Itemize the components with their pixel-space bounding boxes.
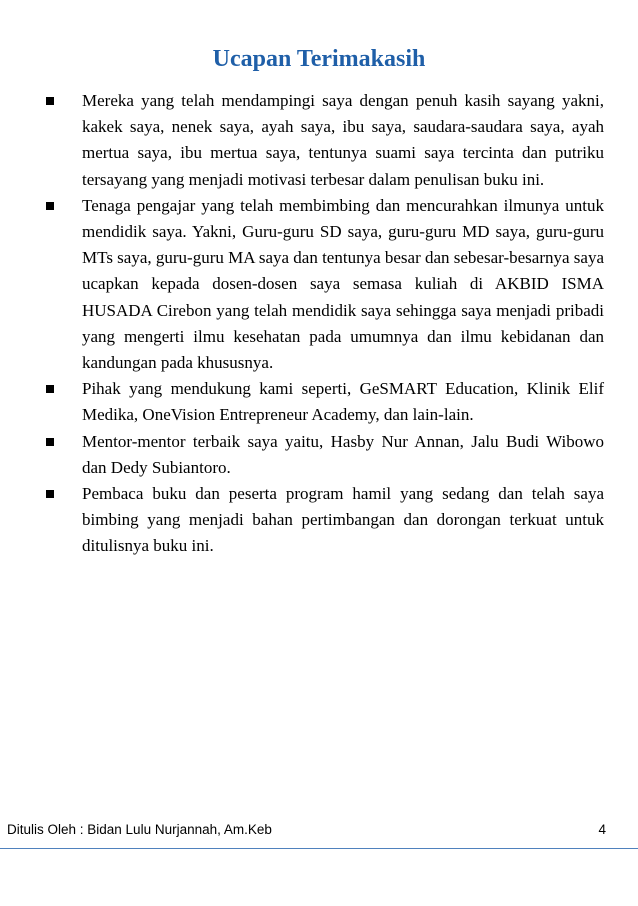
footer-author: Ditulis Oleh : Bidan Lulu Nurjannah, Am.Keb <box>7 822 272 837</box>
list-item-text: Pihak yang mendukung kami seperti, GeSMART Education, Klinik Elif Medika, OneVision Entrepreneur Academy, dan lain-lain. <box>82 379 604 425</box>
list-item-text: Pembaca buku dan peserta program hamil yang sedang dan telah saya bimbing yang menjadi bahan pertimbangan dan dorongan terkuat untuk ditulisnya buku ini. <box>82 484 604 556</box>
acknowledgement-list <box>44 88 604 560</box>
list-item <box>44 193 604 376</box>
footer-divider <box>0 848 638 849</box>
page-title: Ucapan Terimakasih <box>212 46 426 72</box>
list-item <box>44 481 604 560</box>
square-bullet-icon <box>46 97 54 105</box>
square-bullet-icon <box>46 490 54 498</box>
list-item <box>44 376 604 428</box>
list-item-text: Tenaga pengajar yang telah membimbing dan mencurahkan ilmunya untuk mendidik saya. Yakni, Guru-guru SD saya, guru-guru MD saya, guru-guru MTs saya, guru-guru MA saya dan tentunya besar dan sebesar-besarnya saya ucapkan kepada dosen-dosen saya semasa kuliah di AKBID ISMA HUSADA Cirebon yang telah mendidik saya sehingga saya menjadi pribadi yang mengerti ilmu kesehatan pada umumnya dan ilmu kebidanan dan kandungan pada khususnya. <box>82 195 604 373</box>
list-item <box>44 429 604 481</box>
square-bullet-icon <box>46 202 54 210</box>
list-item <box>44 88 604 193</box>
page-footer <box>0 818 638 848</box>
square-bullet-icon <box>46 438 54 446</box>
page-number: 4 <box>598 822 606 837</box>
list-item-text: Mentor-mentor terbaik saya yaitu, Hasby Nur Annan, Jalu Budi Wibowo dan Dedy Subiantoro. <box>82 431 604 477</box>
list-item-text: Mereka yang telah mendampingi saya dengan penuh kasih sayang yakni, kakek saya, nenek saya, ayah saya, ibu saya, saudara-saudara saya, ayah mertua saya, ibu mertua saya, tentunya suami saya tercinta dan putriku tersayang yang menjadi motivasi terbesar dalam penulisan buku ini. <box>82 91 604 189</box>
square-bullet-icon <box>46 385 54 393</box>
